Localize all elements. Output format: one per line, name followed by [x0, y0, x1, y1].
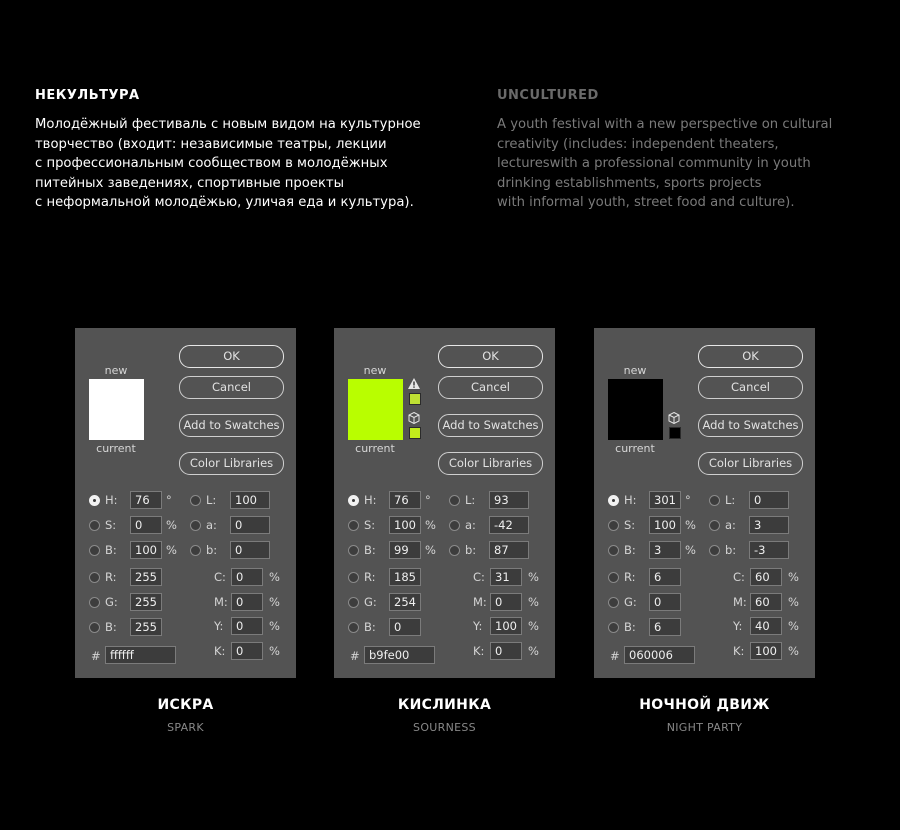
intro-english — [497, 88, 887, 213]
mode-radio-lab-l[interactable] — [709, 495, 720, 506]
unit-label: % — [788, 619, 799, 633]
palette-caption — [594, 697, 815, 734]
cmyk-y-input[interactable]: 40 — [750, 617, 782, 635]
hsb-b-input[interactable]: 99 — [389, 541, 421, 559]
add-to-swatches-button[interactable]: Add to Swatches — [179, 414, 284, 437]
intro-russian — [35, 88, 455, 213]
cmyk-y-input[interactable]: 100 — [490, 617, 522, 635]
add-to-swatches-button[interactable]: Add to Swatches — [438, 414, 543, 437]
hex-color-input[interactable]: 060006 — [624, 646, 695, 664]
unit-label: % — [788, 643, 799, 658]
label-lab-l: L: — [206, 493, 217, 507]
rgb-g-input[interactable]: 0 — [649, 593, 681, 611]
current-color-label: current — [355, 442, 395, 455]
label-cmyk-m: M: — [733, 594, 747, 609]
hex-hash-label: # — [91, 649, 101, 663]
hsb-h-input[interactable]: 76 — [130, 491, 162, 509]
ok-button[interactable]: OK — [179, 345, 284, 368]
label-cmyk-c: C: — [733, 570, 745, 584]
label-lab-a: a: — [465, 518, 476, 532]
unit-label: % — [528, 594, 539, 609]
label-rgb-r: R: — [105, 570, 117, 584]
unit-label: % — [269, 619, 280, 633]
new-color-label: new — [623, 364, 647, 377]
label-rgb-r: R: — [364, 570, 376, 584]
label-rgb-r: R: — [624, 570, 636, 584]
color-picker-dialog — [334, 328, 555, 678]
rgb-r-input[interactable]: 6 — [649, 568, 681, 586]
unit-label: % — [269, 643, 280, 658]
label-cmyk-y: Y: — [473, 619, 483, 633]
web-safe-color-chip[interactable] — [669, 427, 681, 439]
label-rgb-b: B: — [624, 620, 636, 634]
cmyk-m-input[interactable]: 0 — [490, 593, 522, 611]
label-b: B: — [624, 543, 636, 557]
label-cmyk-y: Y: — [733, 619, 743, 633]
rgb-b-input[interactable]: 255 — [130, 618, 162, 636]
label-b: B: — [105, 543, 117, 557]
mode-radio-s[interactable] — [89, 520, 100, 531]
mode-radio-h[interactable] — [89, 495, 100, 506]
label-cmyk-c: C: — [473, 570, 485, 584]
label-s: S: — [105, 518, 117, 532]
rgb-g-input[interactable]: 255 — [130, 593, 162, 611]
mode-radio-rgb-r[interactable] — [348, 572, 359, 583]
label-rgb-g: G: — [364, 595, 377, 609]
mode-radio-lab-a[interactable] — [709, 520, 720, 531]
label-b: B: — [364, 543, 376, 557]
label-lab-l: L: — [725, 493, 736, 507]
mode-radio-s[interactable] — [608, 520, 619, 531]
intro-line: with informal youth, street food and culture). — [497, 195, 795, 211]
unit-label: % — [528, 643, 539, 658]
hex-hash-label: # — [350, 649, 360, 663]
mode-radio-rgb-g[interactable] — [348, 597, 359, 608]
mode-radio-lab-l[interactable] — [190, 495, 201, 506]
caption-title-ru: НОЧНОЙ ДВИЖ — [639, 697, 770, 713]
unit-label: ° — [166, 493, 172, 507]
cancel-button[interactable]: Cancel — [438, 376, 543, 399]
label-rgb-g: G: — [624, 595, 637, 609]
label-h: H: — [624, 493, 637, 507]
unit-label: % — [425, 518, 436, 532]
new-color-label: new — [363, 364, 387, 377]
mode-radio-lab-b[interactable] — [449, 545, 460, 556]
label-cmyk-k: K: — [214, 643, 226, 658]
label-lab-b: b: — [206, 543, 218, 557]
out-of-gamut-warning-icon[interactable] — [408, 378, 420, 392]
unit-label: ° — [425, 493, 431, 507]
rgb-g-input[interactable]: 254 — [389, 593, 421, 611]
rgb-r-input[interactable]: 185 — [389, 568, 421, 586]
label-cmyk-m: M: — [214, 594, 228, 609]
mode-radio-lab-a[interactable] — [449, 520, 460, 531]
cmyk-c-input[interactable]: 0 — [231, 568, 263, 586]
label-lab-a: a: — [206, 518, 217, 532]
label-lab-b: b: — [725, 543, 737, 557]
unit-label: % — [425, 543, 436, 557]
lab-l-input[interactable]: 93 — [489, 491, 529, 509]
mode-radio-rgb-b[interactable] — [348, 622, 359, 633]
cmyk-c-input[interactable]: 60 — [750, 568, 782, 586]
cmyk-y-input[interactable]: 0 — [231, 617, 263, 635]
label-cmyk-c: C: — [214, 570, 226, 584]
hsb-s-input[interactable]: 100 — [389, 516, 421, 534]
unit-label: % — [166, 518, 177, 532]
caption-subtitle-en: SPARK — [167, 721, 204, 734]
mode-radio-h[interactable] — [608, 495, 619, 506]
intro-title-en: UNCULTURED — [497, 88, 599, 103]
unit-label: % — [269, 570, 280, 584]
cmyk-m-input[interactable]: 60 — [750, 593, 782, 611]
label-rgb-g: G: — [105, 595, 118, 609]
mode-radio-lab-a[interactable] — [190, 520, 201, 531]
current-color-label: current — [615, 442, 655, 455]
palette-caption — [75, 697, 296, 734]
hsb-b-input[interactable]: 3 — [649, 541, 681, 559]
label-lab-b: b: — [465, 543, 477, 557]
cmyk-k-input[interactable]: 0 — [231, 642, 263, 660]
intro-line: Молодёжный фестиваль с новым видом на культурное — [35, 117, 421, 132]
label-h: H: — [105, 493, 118, 507]
cancel-button[interactable]: Cancel — [698, 376, 803, 399]
hex-color-input[interactable]: ffffff — [105, 646, 176, 664]
color-libraries-button[interactable]: Color Libraries — [438, 452, 543, 475]
hsb-h-input[interactable]: 76 — [389, 491, 421, 509]
cmyk-k-input[interactable]: 100 — [750, 642, 782, 660]
hsb-s-input[interactable]: 0 — [130, 516, 162, 534]
hex-hash-label: # — [610, 649, 620, 663]
rgb-b-input[interactable]: 6 — [649, 618, 681, 636]
intro-line: питейных заведениях, спортивные проекты — [35, 175, 345, 191]
caption-subtitle-en: SOURNESS — [413, 721, 476, 734]
mode-radio-b[interactable] — [348, 545, 359, 556]
mode-radio-b[interactable] — [608, 545, 619, 556]
label-cmyk-m: M: — [473, 594, 487, 609]
unit-label: ° — [685, 493, 691, 507]
ok-button[interactable]: OK — [698, 345, 803, 368]
current-color-label: current — [96, 442, 136, 455]
label-cmyk-y: Y: — [214, 619, 224, 633]
cmyk-c-input[interactable]: 31 — [490, 568, 522, 586]
rgb-r-input[interactable]: 255 — [130, 568, 162, 586]
color-swatch-preview — [89, 379, 144, 440]
caption-title-ru: КИСЛИНКА — [397, 697, 492, 713]
caption-title-ru: ИСКРА — [157, 697, 214, 713]
unit-label: % — [528, 570, 539, 584]
color-swatch-preview — [608, 379, 663, 440]
intro-line: A youth festival with a new perspective on cultural — [497, 117, 833, 132]
intro-line: drinking establishments, sports projects — [497, 175, 762, 191]
lab-a-input[interactable]: -42 — [489, 516, 529, 534]
label-rgb-b: B: — [364, 620, 376, 634]
label-lab-l: L: — [465, 493, 476, 507]
mode-radio-s[interactable] — [348, 520, 359, 531]
color-libraries-button[interactable]: Color Libraries — [698, 452, 803, 475]
intro-line: с неформальной молодёжью, уличая еда и культура). — [35, 195, 414, 211]
color-picker-dialog — [75, 328, 296, 678]
lab-b-input[interactable]: 87 — [489, 541, 529, 559]
label-rgb-b: B: — [105, 620, 117, 634]
mode-radio-h[interactable] — [348, 495, 359, 506]
mode-radio-rgb-g[interactable] — [89, 597, 100, 608]
lab-l-input[interactable]: 0 — [749, 491, 789, 509]
rgb-b-input[interactable]: 0 — [389, 618, 421, 636]
intro-title-ru: НЕКУЛЬТУРА — [35, 88, 140, 103]
color-swatch-preview — [348, 379, 403, 440]
unit-label: % — [166, 543, 177, 557]
intro-line: творчество (входит: независимые театры, лекции — [35, 136, 387, 152]
label-cmyk-k: K: — [473, 643, 485, 658]
label-s: S: — [624, 518, 636, 532]
mode-radio-b[interactable] — [89, 545, 100, 556]
web-safe-cube-icon[interactable] — [408, 412, 420, 427]
mode-radio-rgb-b[interactable] — [89, 622, 100, 633]
web-safe-color-chip[interactable] — [409, 427, 421, 439]
web-safe-cube-icon[interactable] — [668, 412, 680, 427]
color-picker-dialog — [594, 328, 815, 678]
intro-line: creativity (includes: independent theaters, — [497, 136, 779, 152]
cmyk-m-input[interactable]: 0 — [231, 593, 263, 611]
unit-label: % — [685, 518, 696, 532]
cmyk-k-input[interactable]: 0 — [490, 642, 522, 660]
color-libraries-button[interactable]: Color Libraries — [179, 452, 284, 475]
unit-label: % — [269, 594, 280, 609]
label-h: H: — [364, 493, 377, 507]
mode-radio-rgb-r[interactable] — [608, 572, 619, 583]
hsb-s-input[interactable]: 100 — [649, 516, 681, 534]
lab-l-input[interactable]: 100 — [230, 491, 270, 509]
new-color-label: new — [104, 364, 128, 377]
mode-radio-lab-b[interactable] — [190, 545, 201, 556]
hex-color-input[interactable]: b9fe00 — [364, 646, 435, 664]
lab-a-input[interactable]: 3 — [749, 516, 789, 534]
intro-line: lectureswith a professional community in youth — [497, 156, 811, 172]
palette-caption — [334, 697, 555, 734]
caption-subtitle-en: NIGHT PARTY — [666, 721, 743, 734]
gamut-color-chip[interactable] — [409, 393, 421, 405]
label-s: S: — [364, 518, 376, 532]
mode-radio-rgb-b[interactable] — [608, 622, 619, 633]
unit-label: % — [528, 619, 539, 633]
mode-radio-rgb-r[interactable] — [89, 572, 100, 583]
lab-b-input[interactable]: -3 — [749, 541, 789, 559]
cancel-button[interactable]: Cancel — [179, 376, 284, 399]
unit-label: % — [788, 594, 799, 609]
ok-button[interactable]: OK — [438, 345, 543, 368]
hsb-h-input[interactable]: 301 — [649, 491, 681, 509]
mode-radio-rgb-g[interactable] — [608, 597, 619, 608]
unit-label: % — [685, 543, 696, 557]
mode-radio-lab-b[interactable] — [709, 545, 720, 556]
hsb-b-input[interactable]: 100 — [130, 541, 162, 559]
lab-a-input[interactable]: 0 — [230, 516, 270, 534]
mode-radio-lab-l[interactable] — [449, 495, 460, 506]
lab-b-input[interactable]: 0 — [230, 541, 270, 559]
label-cmyk-k: K: — [733, 643, 745, 658]
intro-line: с профессиональным сообществом в молодёжных — [35, 156, 388, 172]
label-lab-a: a: — [725, 518, 736, 532]
add-to-swatches-button[interactable]: Add to Swatches — [698, 414, 803, 437]
unit-label: % — [788, 570, 799, 584]
